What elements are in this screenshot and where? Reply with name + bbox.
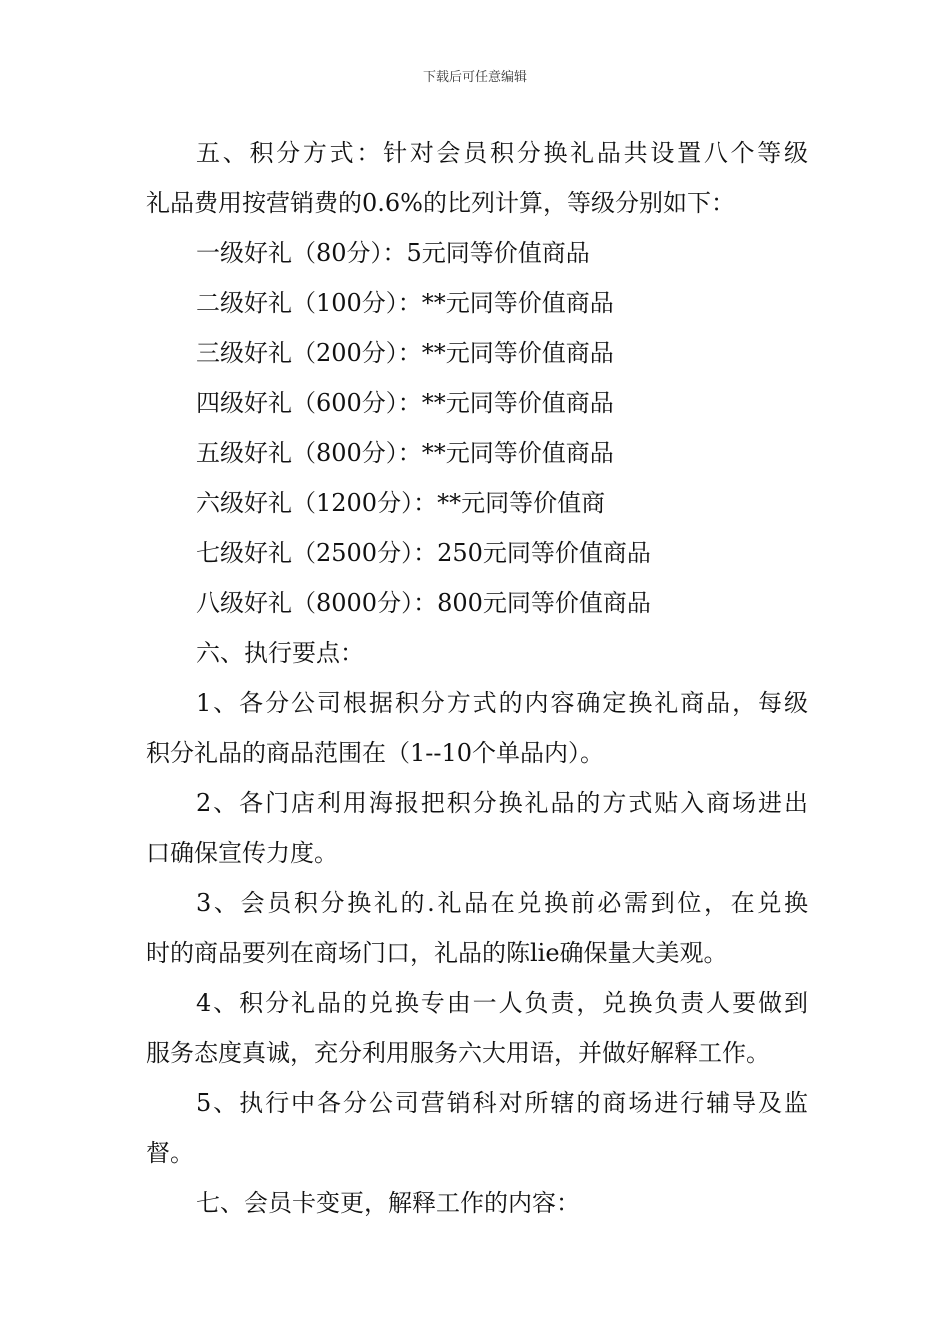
section-heading: 七、会员卡变更，解释工作的内容：	[196, 1189, 580, 1217]
document-body	[146, 128, 808, 1228]
text-line: 督。	[146, 1139, 194, 1167]
text-line: 5、执行中各分公司营销科对所辖的商场进行辅导及监	[196, 1089, 808, 1117]
text-line: 五、积分方式：针对会员积分换礼品共设置八个等级	[196, 139, 808, 167]
text-line: 4、积分礼品的兑换专由一人负责，兑换负责人要做到	[196, 989, 808, 1017]
section-heading: 六、执行要点：	[196, 639, 364, 667]
text-line: 六级好礼（1200分）：**元同等价值商	[196, 489, 606, 517]
text-line: 1、各分公司根据积分方式的内容确定换礼商品，每级	[196, 689, 808, 717]
text-line: 八级好礼（8000分）：800元同等价值商品	[196, 589, 651, 617]
text-line: 一级好礼（80分）：5元同等价值商品	[196, 239, 590, 267]
text-line: 三级好礼（200分）：**元同等价值商品	[196, 339, 614, 367]
text-line: 七级好礼（2500分）：250元同等价值商品	[196, 539, 651, 567]
text-line: 3、会员积分换礼的.礼品在兑换前必需到位，在兑换	[196, 889, 808, 917]
header-note: 下载后可任意编辑	[422, 70, 527, 85]
text-line: 礼品费用按营销费的0.6%的比列计算，等级分别如下：	[146, 189, 735, 217]
text-line: 二级好礼（100分）：**元同等价值商品	[196, 289, 614, 317]
text-line: 服务态度真诚，充分利用服务六大用语，并做好解释工作。	[146, 1039, 770, 1067]
text-line: 时的商品要列在商场门口，礼品的陈lie确保量大美观。	[146, 939, 728, 967]
text-line: 四级好礼（600分）：**元同等价值商品	[196, 389, 614, 417]
text-line: 口确保宣传力度。	[146, 839, 338, 867]
text-line: 五级好礼（800分）：**元同等价值商品	[196, 439, 614, 467]
text-line: 积分礼品的商品范围在（1--10个单品内）。	[146, 739, 605, 767]
text-line: 2、各门店利用海报把积分换礼品的方式贴入商场进出	[196, 789, 808, 817]
